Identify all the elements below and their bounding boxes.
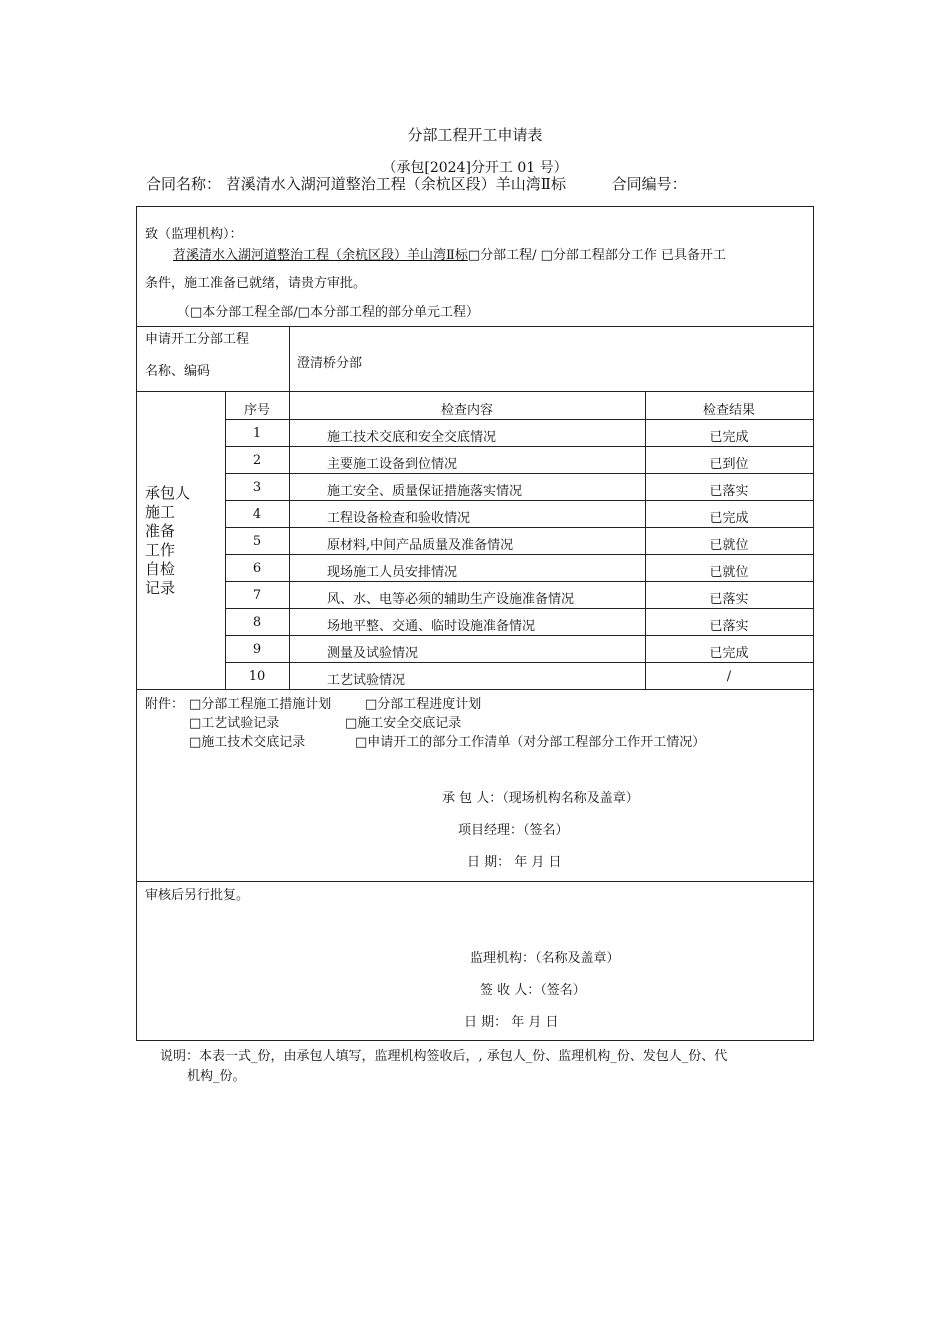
side-label-line: 记录 xyxy=(145,579,176,597)
note-line-2: 机构_份。 xyxy=(187,1069,246,1084)
receiver-line: 签 收 人：（签名） xyxy=(480,983,586,998)
project-manager-line: 项目经理：（签名） xyxy=(458,823,569,838)
row-result: / xyxy=(726,669,732,684)
attachment-item: □分部工程进度计划 xyxy=(365,697,482,712)
column-divider xyxy=(289,326,290,689)
side-label-line: 自检 xyxy=(145,560,176,578)
contractor-signature-line: 承 包 人：（现场机构名称及盖章） xyxy=(442,791,639,806)
project-name: 苕溪清水入湖河道整治工程（余杭区段）羊山湾Ⅱ标 xyxy=(173,248,468,263)
application-line-2: 条件，施工准备已就绪，请贵方审批。 xyxy=(145,276,367,291)
row-content: 施工技术交底和安全交底情况 xyxy=(327,430,497,445)
attachment-item: □施工安全交底记录 xyxy=(345,716,462,731)
header-no: 序号 xyxy=(243,403,270,418)
contract-line xyxy=(146,173,687,194)
contract-name-value: 苕溪清水入湖河道整治工程（余杭区段）羊山湾Ⅱ标 xyxy=(225,175,566,193)
attachments-label: 附件： xyxy=(145,697,185,712)
row-content: 风、水、电等必须的辅助生产设施准备情况 xyxy=(327,592,575,607)
subproject-value: 澄清桥分部 xyxy=(297,356,363,371)
contractor-date-line: 日 期： 年 月 日 xyxy=(467,855,562,870)
row-no: 5 xyxy=(252,534,262,549)
subproject-label-2: 名称、编码 xyxy=(145,364,211,379)
row-divider xyxy=(225,446,813,447)
side-label-line: 准备 xyxy=(145,522,176,540)
row-result: 已落实 xyxy=(709,484,749,499)
row-divider xyxy=(137,881,813,882)
row-content: 测量及试验情况 xyxy=(327,646,419,661)
row-divider xyxy=(137,689,813,690)
row-content: 场地平整、交通、临时设施准备情况 xyxy=(327,619,536,634)
contract-no-label: 合同编号： xyxy=(611,175,687,193)
attachment-item: □分部工程施工措施计划 xyxy=(189,697,332,712)
row-result: 已就位 xyxy=(709,565,749,580)
row-divider xyxy=(225,662,813,663)
row-no: 7 xyxy=(252,588,262,603)
addressee-line: 致（监理机构）： xyxy=(145,227,243,242)
row-divider xyxy=(225,527,813,528)
row-content: 工程设备检查和验收情况 xyxy=(327,511,471,526)
self-check-side-label xyxy=(145,484,215,598)
side-label-line: 承包人 xyxy=(145,484,191,502)
row-divider xyxy=(225,419,813,420)
row-result: 已完成 xyxy=(709,430,749,445)
row-content: 工艺试验情况 xyxy=(327,673,406,688)
row-no: 10 xyxy=(248,669,266,684)
row-result: 已落实 xyxy=(709,592,749,607)
row-content: 施工安全、质量保证措施落实情况 xyxy=(327,484,523,499)
contract-name-label: 合同名称： xyxy=(146,175,222,193)
attachment-item: □申请开工的部分工作清单（对分部工程部分工作开工情况） xyxy=(355,735,706,750)
row-no: 6 xyxy=(252,561,262,576)
attachment-item: □工艺试验记录 xyxy=(189,716,280,731)
document-number: （承包[2024]分开工 01 号） xyxy=(382,160,568,176)
row-no: 9 xyxy=(252,642,262,657)
row-content: 主要施工设备到位情况 xyxy=(327,457,458,472)
review-date-line: 日 期： 年 月 日 xyxy=(464,1015,559,1030)
application-line-1 xyxy=(173,244,726,263)
row-divider xyxy=(225,554,813,555)
row-content: 原材料,中间产品质量及准备情况 xyxy=(327,538,514,553)
row-result: 已完成 xyxy=(709,646,749,661)
row-no: 4 xyxy=(252,507,262,522)
application-form xyxy=(136,206,814,1041)
row-divider xyxy=(137,391,813,392)
row-no: 3 xyxy=(252,480,262,495)
note-line-1: 说明：本表一式_份，由承包人填写，监理机构签收后，, 承包人_份、监理机构_份、发包人_份、代 xyxy=(160,1049,728,1064)
row-divider xyxy=(225,500,813,501)
row-content: 现场施工人员安排情况 xyxy=(327,565,458,580)
row-no: 1 xyxy=(252,426,262,441)
row-divider xyxy=(225,581,813,582)
row-divider xyxy=(137,326,813,327)
row-divider xyxy=(225,635,813,636)
row-divider xyxy=(225,608,813,609)
side-label-line: 施工 xyxy=(145,503,176,521)
application-line-1-rest: □分部工程/ □分部工程部分工作 已具备开工 xyxy=(467,248,727,263)
header-result: 检查结果 xyxy=(702,403,755,418)
scope-options: （□本分部工程全部/□本分部工程的部分单元工程） xyxy=(177,305,479,320)
row-result: 已就位 xyxy=(709,538,749,553)
form-title: 分部工程开工申请表 xyxy=(407,126,543,144)
subproject-label-1: 申请开工分部工程 xyxy=(145,332,250,347)
supervisor-org-line: 监理机构：（名称及盖章） xyxy=(470,951,620,966)
row-no: 8 xyxy=(252,615,262,630)
attachment-item: □施工技术交底记录 xyxy=(189,735,306,750)
side-label-line: 工作 xyxy=(145,541,176,559)
header-content: 检查内容 xyxy=(440,403,493,418)
row-divider xyxy=(225,473,813,474)
row-no: 2 xyxy=(252,453,262,468)
review-text: 审核后另行批复。 xyxy=(145,888,250,903)
row-result: 已完成 xyxy=(709,511,749,526)
row-result: 已落实 xyxy=(709,619,749,634)
row-result: 已到位 xyxy=(709,457,749,472)
